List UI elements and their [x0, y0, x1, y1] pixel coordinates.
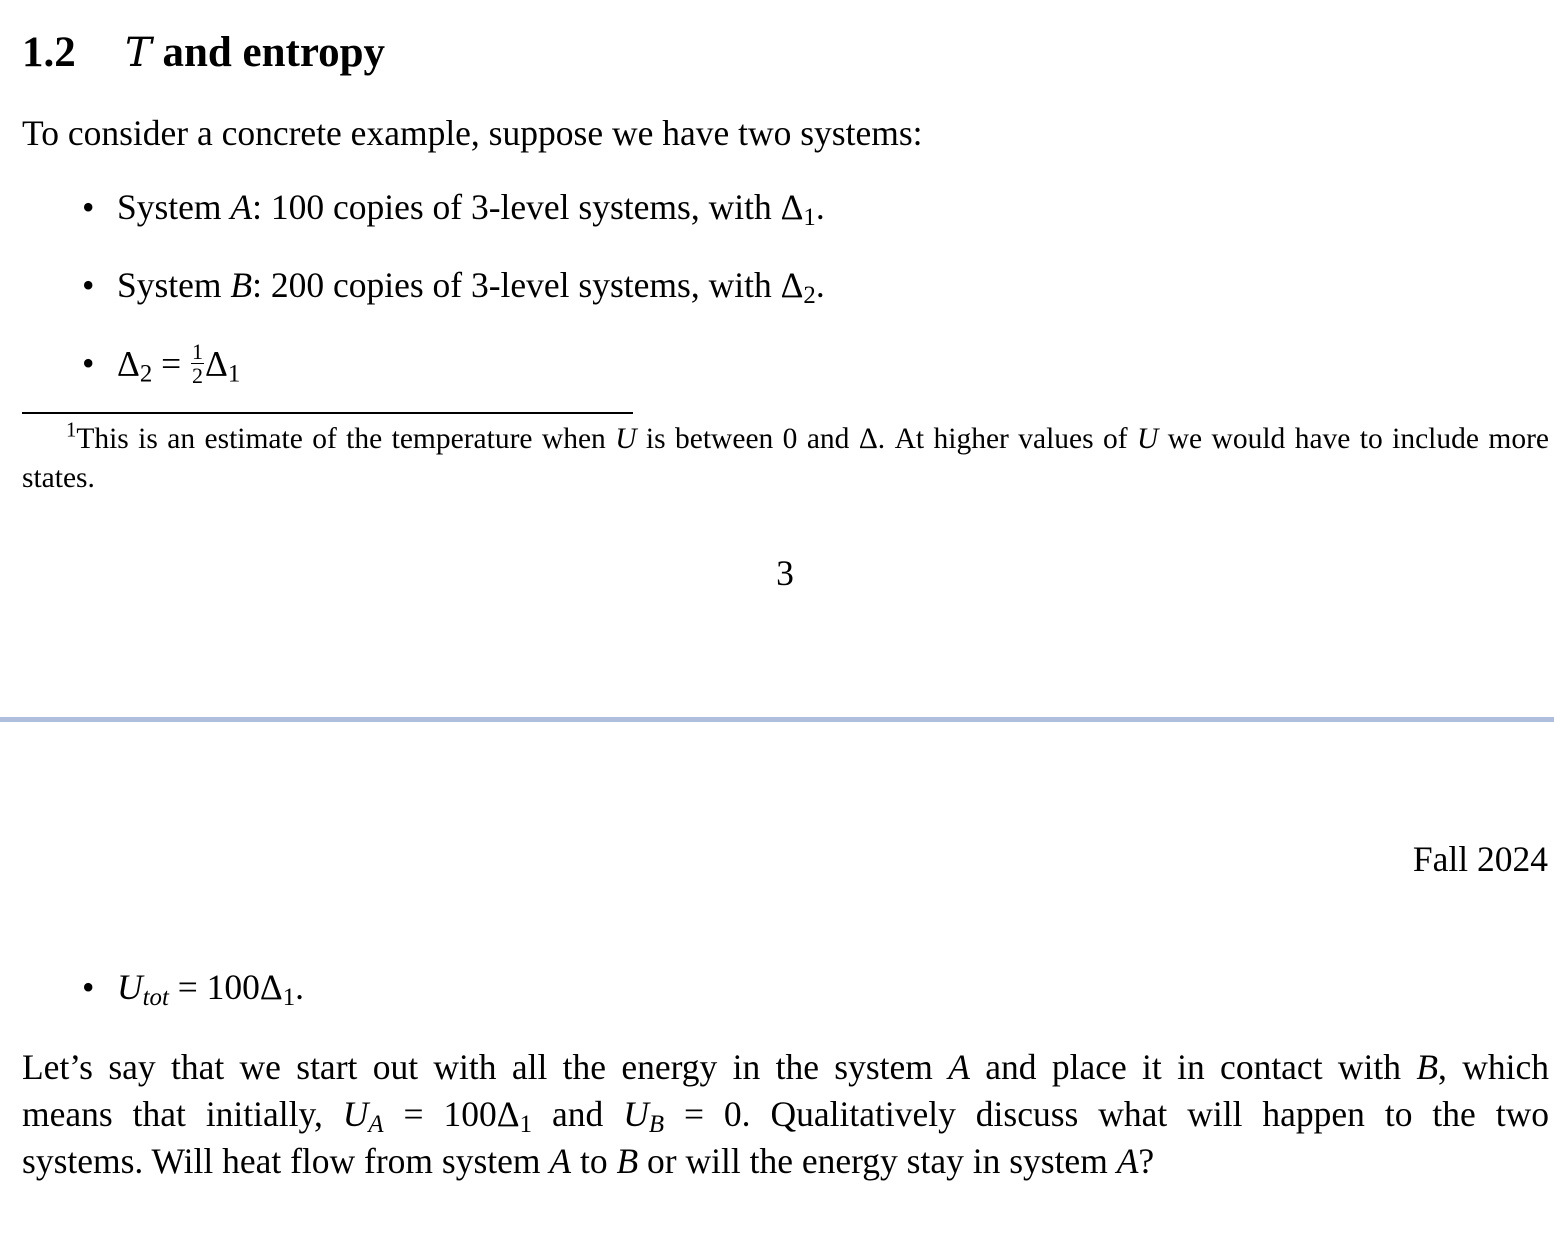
- bullet-delta-relation: • $\Delta_2$ = $\frac{1}{2}$ $\Delta_1$: [82, 339, 241, 389]
- bullet-dot: •: [82, 187, 95, 227]
- bullet-dot: •: [82, 343, 95, 384]
- footnote-mark: 1: [66, 419, 77, 442]
- bullet-system-b: • System B: 200 copies of 3-level systems, with $\Delta_2$.: [82, 265, 825, 310]
- section-number: 1.2: [22, 29, 76, 76]
- running-header: Fall 2024: [1412, 839, 1548, 879]
- footnote-rule: [22, 412, 633, 414]
- footnote: $^1$This is an estimate of the temperature when U is between 0 and Δ. At higher values of U we would have to include more states.: [22, 419, 1549, 494]
- bullet-dot: •: [82, 265, 95, 305]
- bullet-total-energy: • $U_{tot} = 100\Delta_1$.: [82, 967, 305, 1012]
- closing-paragraph: Let’s say that we start out with all the energy in the system A and place it in contact with B, which means that initially, $U_A = 100\Delta_1$ and $U_B = 0$. Qualitatively discuss what will happen to the two systems. Will heat flow from system A to B or will the energy stay in system A?: [22, 1047, 1549, 1181]
- intro-paragraph: To consider a concrete example, suppose we have two systems:: [22, 113, 923, 153]
- section-heading: [22, 28, 385, 77]
- bullet-dot: •: [82, 967, 95, 1007]
- section-title: and entropy: [151, 29, 386, 76]
- section-title-variable: T: [125, 30, 152, 76]
- bullet-system-a: • System A: 100 copies of 3-level systems, with $\Delta_1$.: [82, 187, 825, 232]
- page-number: 3: [776, 553, 794, 593]
- page-separator: [0, 717, 1554, 722]
- fraction: $\frac{1}{2}$: [192, 339, 204, 389]
